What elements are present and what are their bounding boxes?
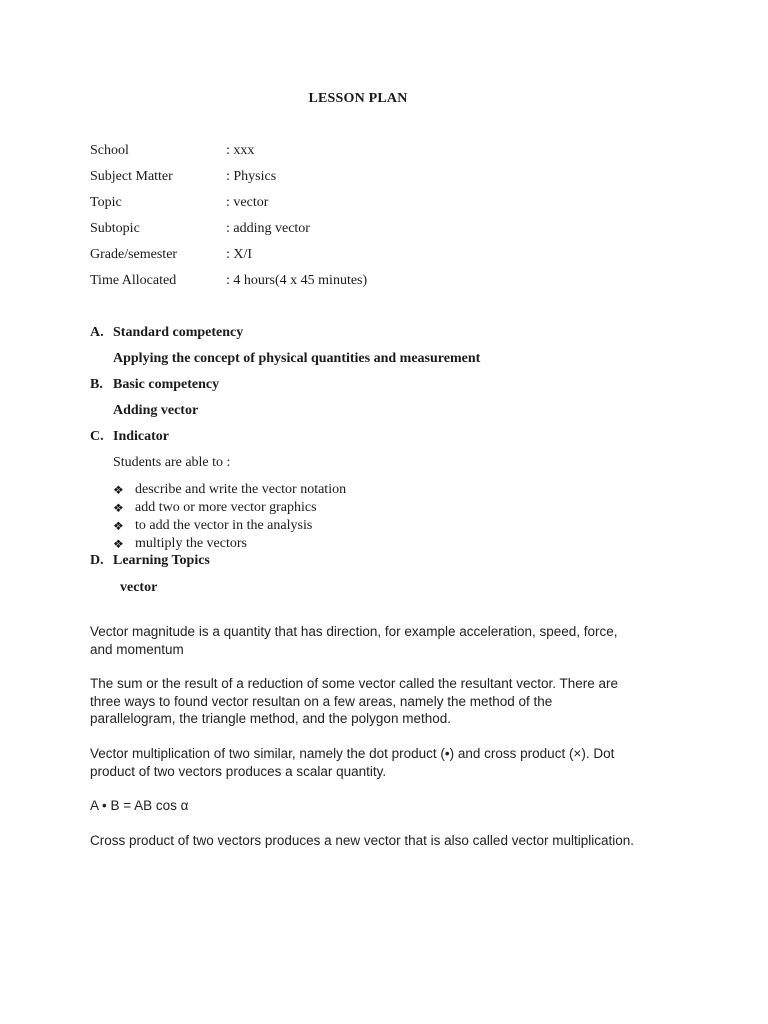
list-item-text: multiply the vectors [135,536,247,551]
dot-product-formula: A • B = AB cos α [90,798,189,813]
info-label: Subtopic [90,221,140,236]
paragraph-resultant-vector: The sum or the result of a reduction of some vector called the resultant vector. There are three ways to found vector resultan on a few areas, namely the method of the parallelogram, the triangle method, and the polygon method. [90,676,619,726]
paragraph-vector-multiplication: Vector multiplication of two similar, namely the dot product (•) and cross product (×). Dot product of two vectors produces a scalar quantity. [90,746,615,779]
info-row-time [90,272,367,298]
info-row-subject [90,168,367,194]
list-item [113,499,346,517]
list-item [113,481,346,499]
list-item [113,535,346,553]
info-row-grade [90,246,367,272]
section-a-body: Applying the concept of physical quantities and measurement [113,351,481,366]
info-value: : adding vector [226,221,310,236]
info-value: : vector [226,195,269,210]
diamond-bullet-icon: ❖ [113,519,124,533]
paragraph-vector-definition: Vector magnitude is a quantity that has direction, for example acceleration, speed, force, and momentum [90,624,618,657]
section-letter: D. [90,553,104,568]
section-title: Indicator [113,429,169,444]
info-row-school [90,142,367,168]
section-d-heading [90,552,210,570]
info-value: : xxx [226,143,255,158]
section-letter: B. [90,377,103,392]
indicator-list [113,481,346,553]
info-label: Time Allocated [90,273,177,288]
section-b-heading [90,376,219,394]
section-c-heading [90,428,169,446]
section-title: Basic competency [113,377,220,392]
list-item-text: describe and write the vector notation [135,482,347,497]
info-label: Subject Matter [90,169,173,184]
list-item-text: add two or more vector graphics [135,500,317,515]
info-table [90,142,367,298]
page-title: LESSON PLAN [308,91,408,106]
section-title: Standard competency [113,325,244,340]
info-label: Topic [90,195,122,210]
learning-topic-subtitle: vector [120,580,158,595]
info-value: : 4 hours(4 x 45 minutes) [226,273,368,288]
section-letter: A. [90,325,104,340]
info-row-subtopic [90,220,367,246]
info-label: School [90,143,129,158]
section-a-heading [90,324,243,342]
list-item-text: to add the vector in the analysis [135,518,313,533]
section-letter: C. [90,429,104,444]
section-title: Learning Topics [113,553,210,568]
diamond-bullet-icon: ❖ [113,537,124,551]
diamond-bullet-icon: ❖ [113,483,124,497]
info-value: : Physics [226,169,277,184]
diamond-bullet-icon: ❖ [113,501,124,515]
section-b-body: Adding vector [113,403,199,418]
info-label: Grade/semester [90,247,178,262]
paragraph-cross-product: Cross product of two vectors produces a new vector that is also called vector multiplication. [90,833,634,848]
info-row-topic [90,194,367,220]
info-value: : X/I [226,247,253,262]
list-item [113,517,346,535]
indicator-intro: Students are able to : [113,455,231,470]
